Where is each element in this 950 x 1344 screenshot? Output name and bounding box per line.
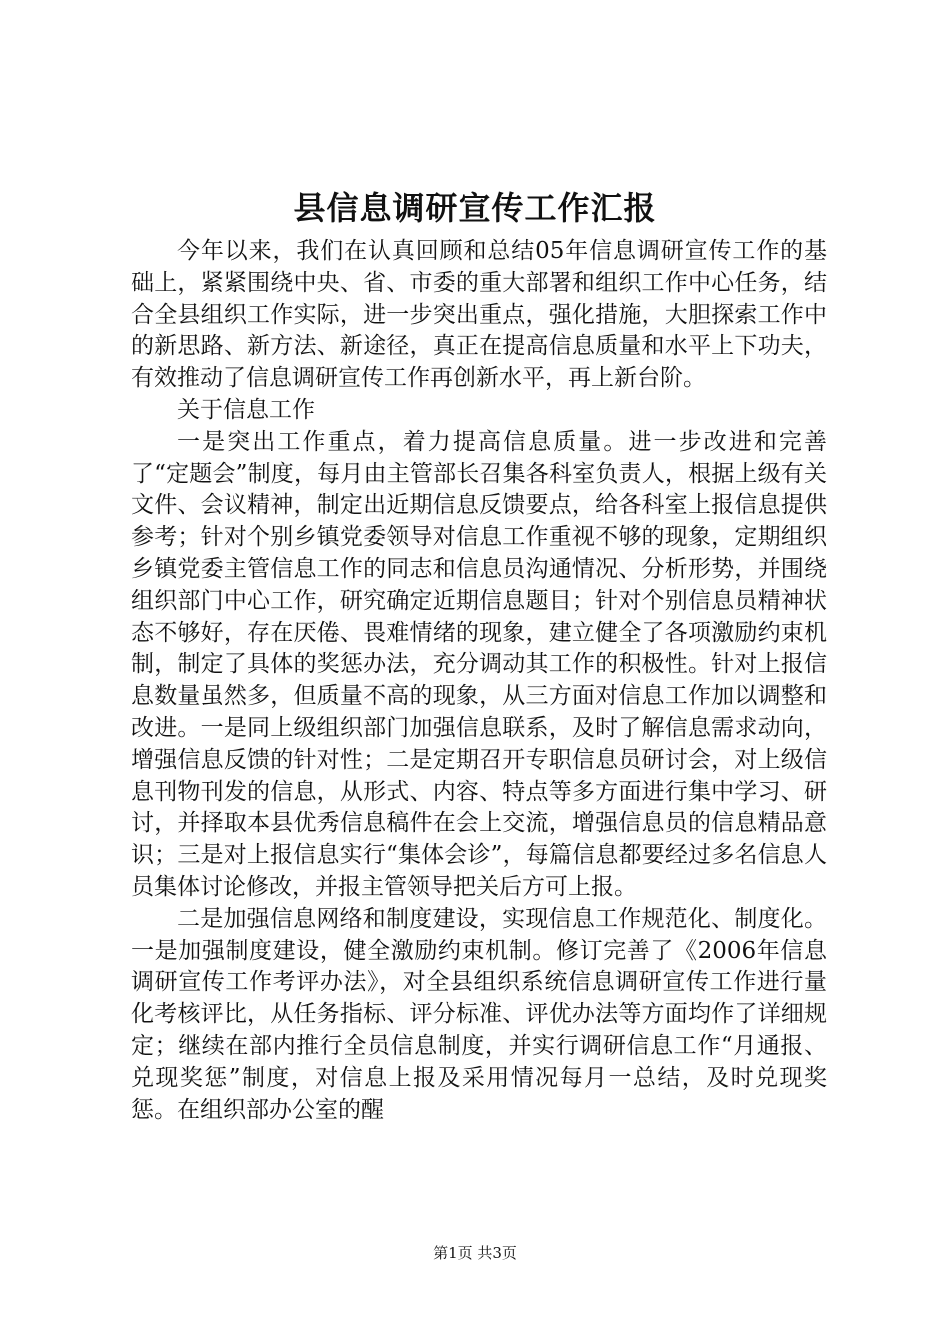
paragraph-point-two: 二是加强信息网络和制度建设，实现信息工作规范化、制度化。一是加强制度建设，健全激励约束机制。修订完善了《2006年信息调研宣传工作考评办法》，对全县组织系统信息调研宣传工作进行量化考核评比，从任务指标、评分标准、评优办法等方面均作了详细规定；继续在部内推行全员信息制度，并实行调研信息工作“月通报、兑现奖惩”制度，对信息上报及采用情况每月一总结，及时兑现奖惩。在组织部办公室的醒 [131,905,827,1123]
paragraph-intro: 今年以来，我们在认真回顾和总结05年信息调研宣传工作的基础上，紧紧围绕中央、省、市委的重大部署和组织工作中心任务，结合全县组织工作实际，进一步突出重点，强化措施，大胆探索工作中的新思路、新方法、新途径，真正在提高信息质量和水平上下功夫，有效推动了信息调研宣传工作再创新水平，再上新台阶。 [131,238,827,392]
document-title: 县信息调研宣传工作汇报 [293,189,657,227]
page-number-footer: 第1页 共3页 [433,1244,517,1262]
paragraph-point-one: 一是突出工作重点，着力提高信息质量。进一步改进和完善了“定题会”制度，每月由主管部长召集各科室负责人，根据上级有关文件、会议精神，制定出近期信息反馈要点，给各科室上报信息提供参考；针对个别乡镇党委领导对信息工作重视不够的现象，定期组织乡镇党委主管信息工作的同志和信息员沟通情况、分析形势，并围绕组织部门中心工作，研究确定近期信息题目；针对个别信息员精神状态不够好，存在厌倦、畏难情绪的现象，建立健全了各项激励约束机制，制定了具体的奖惩办法，充分调动其工作的积极性。针对上报信息数量虽然多，但质量不高的现象，从三方面对信息工作加以调整和改进。一是同上级组织部门加强信息联系，及时了解信息需求动向，增强信息反馈的针对性；二是定期召开专职信息员研讨会，对上级信息刊物刊发的信息，从形式、内容、特点等多方面进行集中学习、研讨，并择取本县优秀信息稿件在会上交流，增强信息员的信息精品意识；三是对上报信息实行“集体会诊”，每篇信息都要经过多名信息人员集体讨论修改，并报主管领导把关后方可上报。 [131,428,827,900]
section-heading-info-work: 关于信息工作 [177,396,315,423]
document-body [131,236,827,1126]
